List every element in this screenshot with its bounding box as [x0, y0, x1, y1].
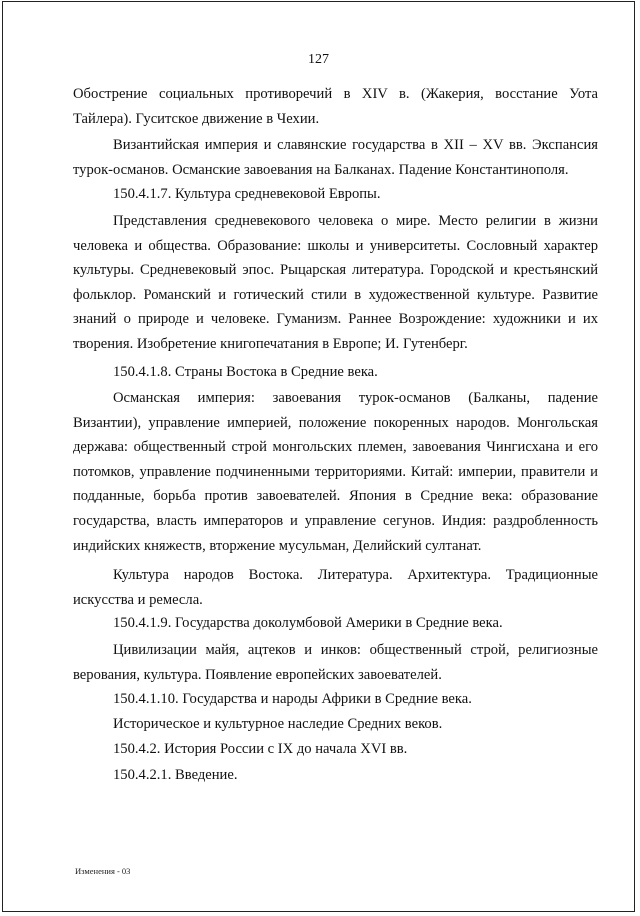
heading-countries-of-east: 150.4.1.8. Страны Востока в Средние века. [113, 364, 378, 380]
heading-culture-medieval-europe: 150.4.1.7. Культура средневековой Европы. [113, 186, 381, 202]
heading-introduction: 150.4.2.1. Введение. [113, 767, 238, 783]
heading-history-of-russia: 150.4.2. История России с IX до начала XVI вв. [113, 741, 408, 757]
paragraph-medieval-worldview: Представления средневекового человека о мире. Место религии в жизни человека и общества. Образование: школы и университеты. Сословный характер культуры. Средневековый эпос. Рыцарская литература. Городской и крестьянский фольклор. Романский и готический стили в художественной культуре. Развитие знаний о природе и человеке. Гуманизм. Раннее Возрождение: художники и их творения. Изобретение книгопечатания в Европе; И. Гутенберг. [73, 213, 598, 352]
paragraph-ottoman-mongol-china: Османская империя: завоевания турок-османов (Балканы, падение Византии), управление империей, положение покоренных народов. Монгольская держава: общественный строй монгольских племен, завоевания Чингисхана и его потомков, управление подчиненными территориями. Китай: империи, правители и подданные, борьба против завоевателей. Япония в Средние века: образование государства, власть императоров и управление сегунов. Индия: раздробленность индийских княжеств, вторжение мусульман, Делийский султанат. [73, 390, 598, 554]
paragraph-culture-of-east: Культура народов Востока. Литература. Архитектура. Традиционные искусства и ремесла. [73, 567, 598, 608]
paragraph-social-conflicts: Обострение социальных противоречий в XIV в. (Жакерия, восстание Уота Тайлера). Гуситское движение в Чехии. [73, 86, 598, 127]
footer-revision-note: Изменения - 03 [75, 866, 131, 876]
document-page [2, 1, 635, 912]
heading-pre-columbian-america: 150.4.1.9. Государства доколумбовой Америки в Средние века. [113, 615, 503, 631]
paragraph-medieval-heritage: Историческое и культурное наследие Средних веков. [113, 716, 443, 732]
heading-africa: 150.4.1.10. Государства и народы Африки в Средние века. [113, 691, 472, 707]
paragraph-byzantium: Византийская империя и славянские государства в XII – XV вв. Экспансия турок-османов. Османские завоевания на Балканах. Падение Константинополя. [73, 137, 598, 178]
page-number: 127 [308, 52, 329, 67]
paragraph-maya-aztec-inca: Цивилизации майя, ацтеков и инков: общественный строй, религиозные верования, культура. Появление европейских завоевателей. [73, 642, 598, 683]
